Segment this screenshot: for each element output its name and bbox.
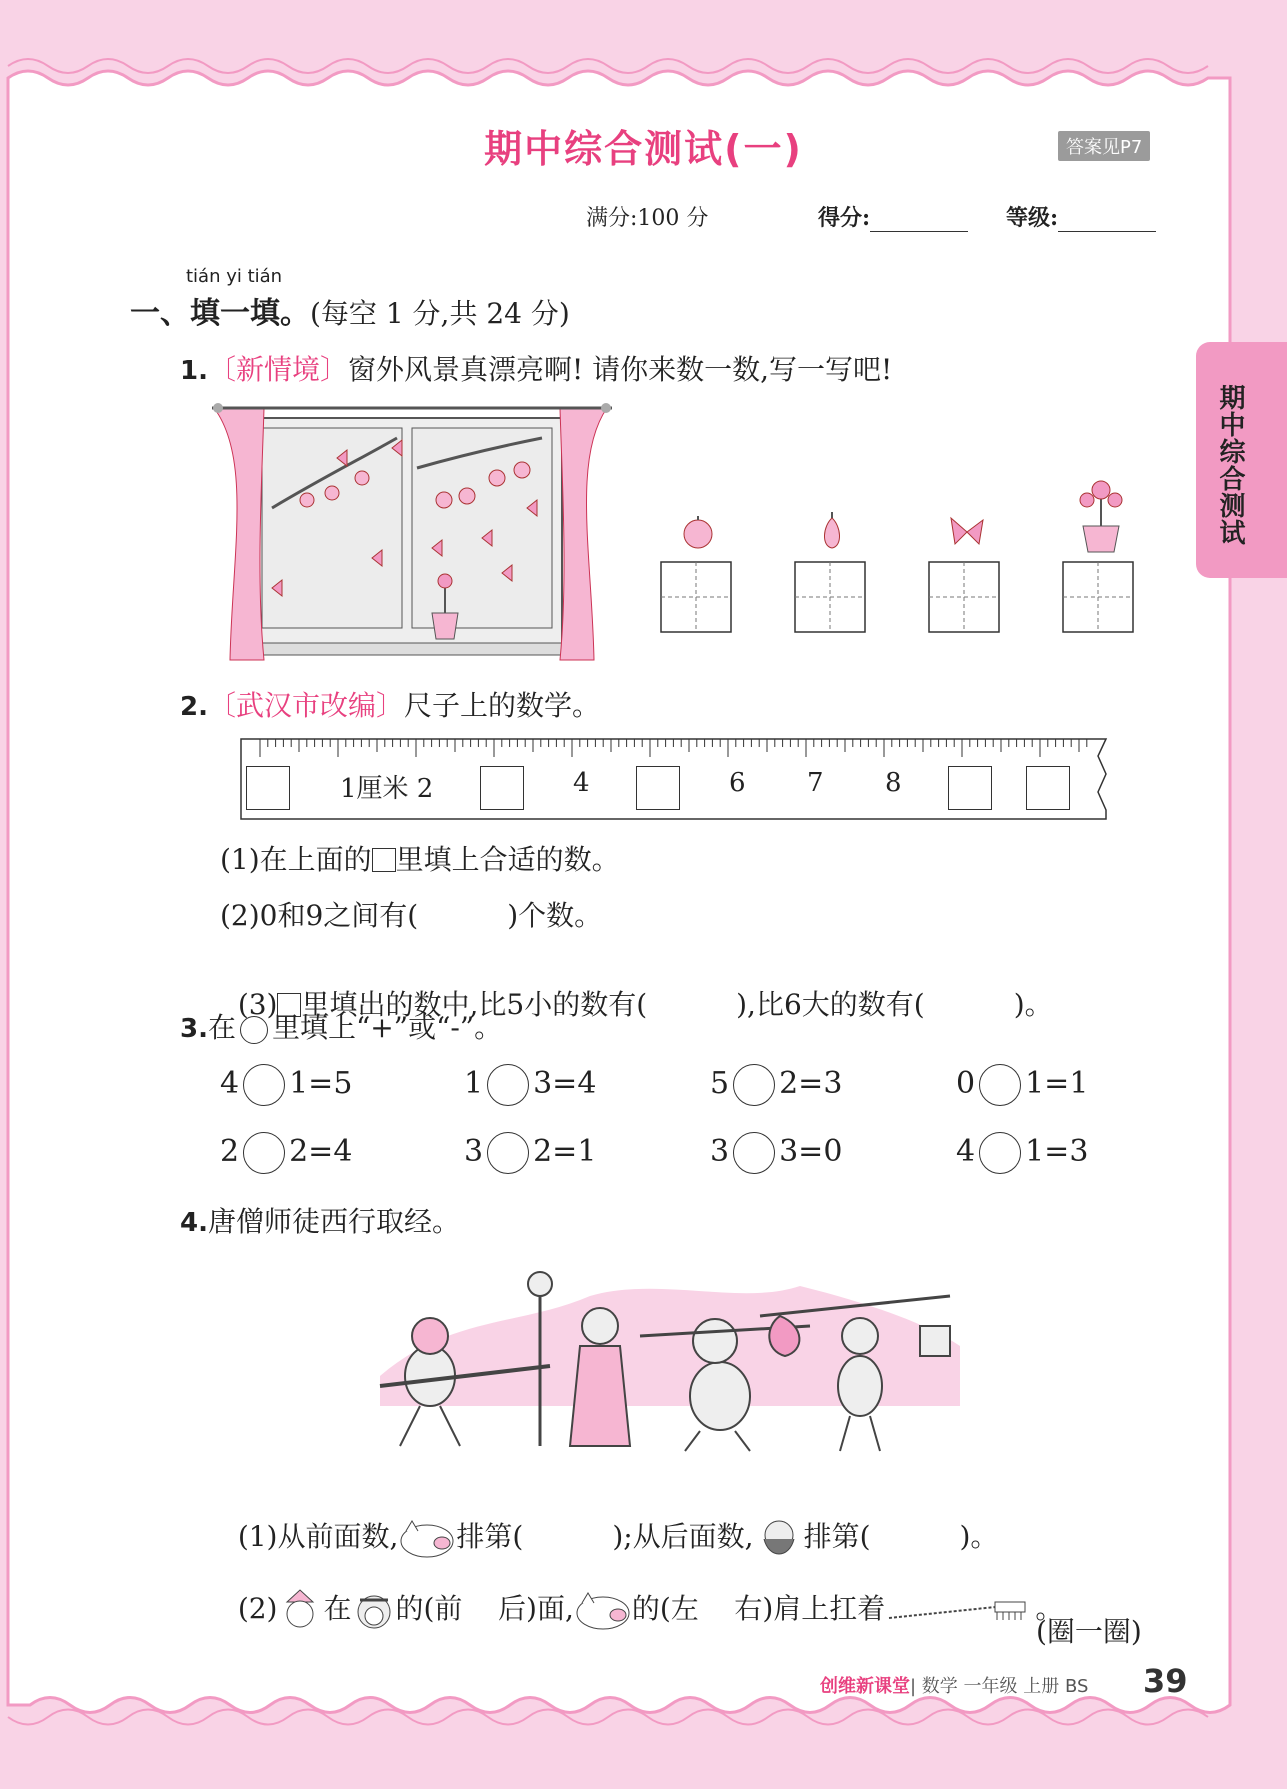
question-text-a: 在 [207,1011,236,1044]
q2-sub1-text-b: 里填上合适的数。 [395,843,620,876]
page-number: 39 [1143,1662,1188,1700]
pig-head-icon [398,1519,456,1559]
footer [820,1672,1088,1698]
operand: 1=5 [289,1066,353,1101]
operand: 2=3 [779,1066,843,1101]
operator-circle[interactable] [733,1132,775,1174]
operand: 3 [464,1134,484,1169]
operand: 5 [710,1066,730,1101]
operator-circle[interactable] [979,1132,1021,1174]
q4-sub2 [220,1554,1063,1634]
apple-icon [681,514,715,554]
q4-sub1-text-c: 排第( )。 [803,1520,999,1553]
question-4 [180,1200,460,1240]
q2-sub1-text-a: (1)在上面的 [220,843,372,876]
grade-label: 等级: [1006,205,1059,231]
operand: 3=4 [533,1066,597,1101]
ruler-label: 8 [885,768,902,798]
ruler-label: 4 [573,768,590,798]
equation [220,1064,352,1106]
question-tag: 〔武汉市改编〕 [207,689,404,722]
section-title: 一、填一填。 [130,296,310,331]
footer-info: | 数学 一年级 上册 BS [910,1676,1089,1697]
operator-circle[interactable] [243,1064,285,1106]
tang-monk-head-icon [277,1588,323,1634]
operand: 1=3 [1025,1134,1089,1169]
q2-sub3-text-b: 里填出的数中,比5小的数有( ),比6大的数有( )。 [301,988,1053,1021]
question-tag: 〔新情境〕 [207,353,348,386]
equation [464,1064,596,1106]
pear-icon [815,510,849,554]
full-score-label: 满分:100 分 [586,206,709,231]
q4-sub2-text-a: (2) [237,1592,278,1625]
q2-sub1 [220,838,620,878]
score-blank[interactable] [870,209,968,232]
counting-answer-area [659,510,1139,640]
question-number: 4. [180,1208,208,1238]
footer-brand: 创维新课堂 [820,1676,910,1697]
equation [710,1132,842,1174]
question-2 [180,684,600,724]
question-number: 3. [180,1014,208,1044]
q4-sub2-text-e: 。 [1035,1592,1064,1625]
pig-head-icon [574,1591,632,1631]
operand: 0 [956,1066,976,1101]
side-tab [1196,342,1287,578]
rake-icon [885,1596,1035,1626]
section-note: (每空 1 分,共 24 分) [310,297,570,330]
monkey-king-head-icon [352,1588,396,1634]
equation [956,1064,1088,1106]
equation [220,1132,352,1174]
question-number: 2. [180,692,208,722]
section-pinyin: tián yi tián [186,266,283,287]
window-scene-illustration [212,398,612,666]
operand: 1 [464,1066,484,1101]
operand: 3=0 [779,1134,843,1169]
page-title: 期中综合测试(一) [484,127,803,171]
grade-field [1006,201,1156,232]
equation [710,1064,842,1106]
flowerpot-icon [1075,470,1127,560]
question-text-b: 里填上“+”或“-”。 [271,1011,503,1044]
question-3 [180,1006,502,1046]
operand: 2=1 [533,1134,597,1169]
operator-circle[interactable] [487,1064,529,1106]
circle-icon [240,1016,268,1044]
butterfly-icon [947,514,987,554]
grade-blank[interactable] [1058,209,1156,232]
ruler-box-5[interactable] [636,766,680,810]
ruler-box-9[interactable] [948,766,992,810]
q4-sub2-text-d: 的(左 右)肩上扛着 [631,1592,886,1625]
ruler-box-0[interactable] [246,766,290,810]
ruler-box-3[interactable] [480,766,524,810]
ruler-label: 1厘米 2 [340,774,434,804]
question-text: 尺子上的数学。 [403,689,600,722]
equation [464,1132,596,1174]
operand: 4 [220,1066,240,1101]
operand: 2 [220,1134,240,1169]
q4-sub2-text-b: 在 [323,1592,352,1625]
ruler-label: 7 [807,768,824,798]
q2-sub3-text-a: (3) [237,988,278,1021]
question-1 [180,348,892,388]
q4-sub1-text-b: 排第( );从后面数, [456,1520,754,1553]
operator-circle[interactable] [733,1064,775,1106]
operand: 3 [710,1134,730,1169]
operator-circle[interactable] [243,1132,285,1174]
square-box-icon [372,848,396,872]
operator-circle[interactable] [487,1132,529,1174]
q4-sub2-text-c: 的(前 后)面, [395,1592,574,1625]
equation [956,1132,1088,1174]
answer-reference-badge: 答案见P7 [1058,131,1150,161]
operand: 4 [956,1134,976,1169]
side-tab-label: 期中综合测试 [1215,384,1245,546]
score-field [818,201,968,232]
ruler-label: 6 [729,768,746,798]
writing-boxes [659,560,1139,640]
score-label: 得分: [818,205,871,231]
ruler-box-10[interactable] [1026,766,1070,810]
question-number: 1. [180,356,208,386]
section-heading [130,288,570,332]
q4-sub1-text-a: (1)从前面数, [237,1520,399,1553]
operand: 2=4 [289,1134,353,1169]
circle-instruction: (圈一圈) [1036,1615,1142,1648]
q2-sub2: (2)0和9之间有( )个数。 [220,899,603,932]
operator-circle[interactable] [979,1064,1021,1106]
q4-sub1 [220,1482,998,1561]
journey-west-illustration [360,1256,980,1456]
ruler [240,738,1108,820]
question-text: 窗外风景真漂亮啊! 请你来数一数,写一写吧! [347,353,893,386]
operand: 1=1 [1025,1066,1089,1101]
question-text: 唐僧师徒西行取经。 [207,1205,460,1238]
